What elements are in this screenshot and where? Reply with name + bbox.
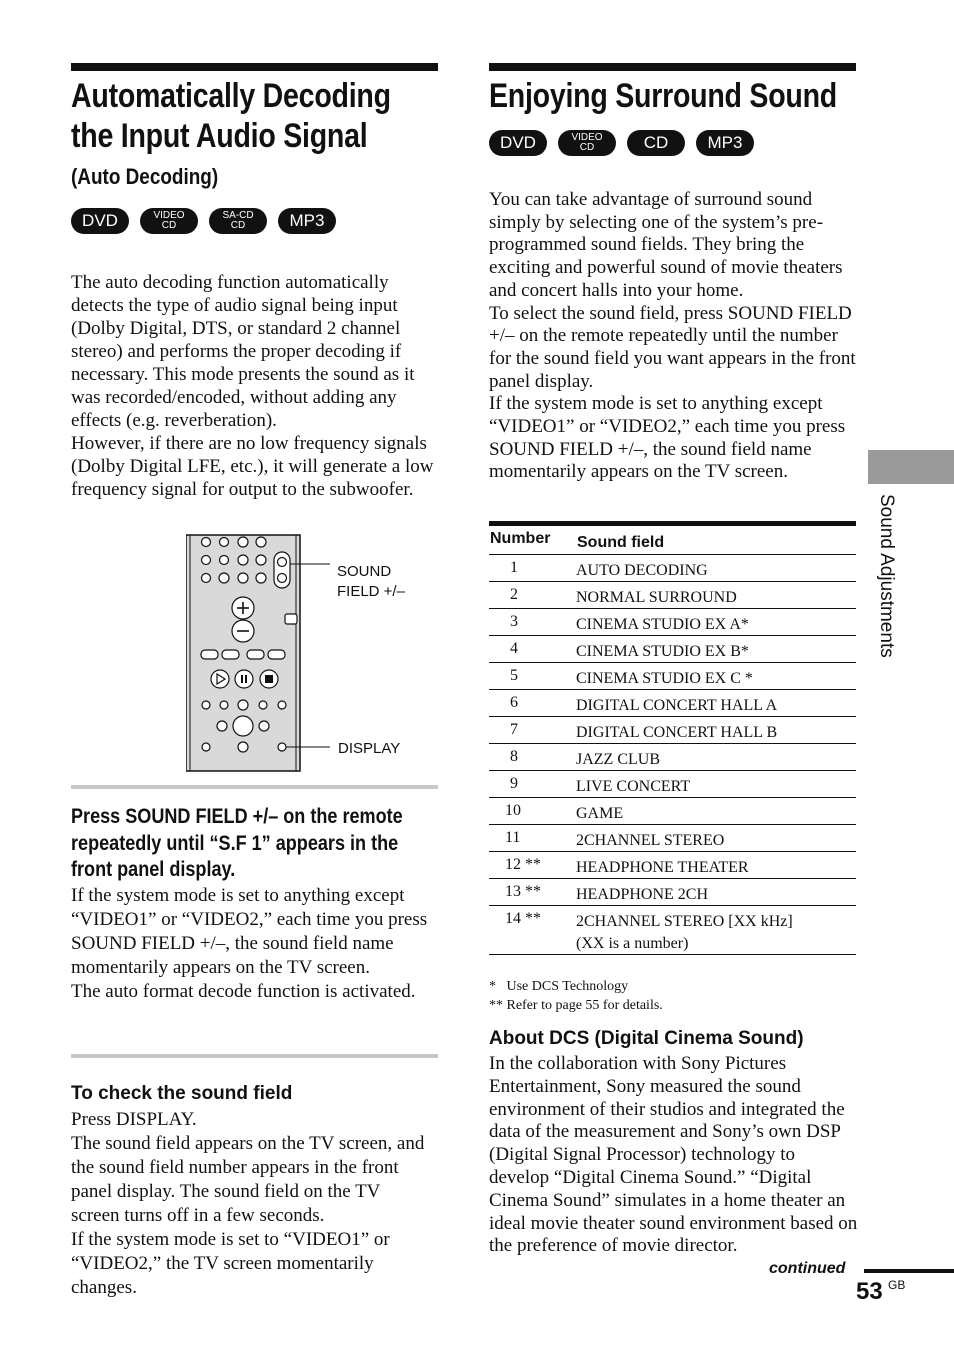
left-intro-p1: The auto decoding function automatically detects the type of audio signal being input (Dolby Digital, DTS, or standard 2 channel stereo) and performs the proper decoding if necessary. This mode presents the sound as it was recorded/encoded, without adding any effects (e.g. reverberation). bbox=[71, 272, 415, 431]
sound-field-table bbox=[489, 521, 856, 955]
table-row bbox=[489, 825, 856, 852]
right-intro-p2: To select the sound field, press SOUND FIELD +/– on the remote repeatedly until the number for the sound field you want appears in the front panel display. bbox=[489, 302, 856, 392]
table-row bbox=[489, 744, 856, 771]
remote-label-sound-field bbox=[337, 562, 427, 602]
row-sound-field: JAZZ CLUB bbox=[576, 751, 660, 768]
check-p2: The sound field appears on the TV screen, and the sound field number appears in the front panel display. The sound field on the TV screen turns off in a few seconds. bbox=[71, 1133, 425, 1226]
dvd-badge: DVD bbox=[71, 208, 129, 234]
dcs-body bbox=[489, 1053, 859, 1258]
left-disc-badges bbox=[71, 208, 336, 234]
row-number: 9 bbox=[510, 775, 518, 792]
section-side-label: Sound Adjustments bbox=[876, 494, 897, 658]
sa-cd-badge: SA-CD CD bbox=[209, 208, 267, 234]
cd-badge: CD bbox=[627, 130, 685, 156]
step-p2: The auto format decode function is activated. bbox=[71, 981, 416, 1002]
row-sound-field-line1: 2CHANNEL STEREO [XX kHz] bbox=[576, 913, 793, 930]
page-number: 53 bbox=[856, 1278, 883, 1305]
video-cd-badge: VIDEO CD bbox=[140, 208, 198, 234]
row-sound-field: DIGITAL CONCERT HALL B bbox=[576, 724, 778, 741]
col-field-header: Sound field bbox=[577, 534, 665, 551]
table-row bbox=[489, 609, 856, 636]
row-sound-field-line2: (XX is a number) bbox=[576, 935, 689, 952]
step-heading-text: Press SOUND FIELD +/– on the remote repeatedly until “S.F 1” appears in the front panel display. bbox=[71, 805, 403, 881]
left-title-rule bbox=[71, 63, 438, 71]
left-title-line1: Automatically Decoding bbox=[71, 77, 391, 115]
step-body bbox=[71, 884, 436, 1004]
row-number: 5 bbox=[510, 667, 518, 684]
col-number-header: Number bbox=[490, 530, 551, 547]
row-sound-field: HEADPHONE THEATER bbox=[576, 859, 749, 876]
left-intro bbox=[71, 271, 443, 501]
mp3-badge: MP3 bbox=[278, 208, 336, 234]
remote-label-display: DISPLAY bbox=[338, 740, 401, 757]
row-sound-field: CINEMA STUDIO EX B* bbox=[576, 643, 749, 660]
remote-label-sound-field-text: SOUND FIELD +/– bbox=[337, 563, 405, 600]
row-sound-field: CINEMA STUDIO EX C * bbox=[576, 670, 753, 687]
table-row bbox=[489, 771, 856, 798]
row-number: 4 bbox=[510, 640, 518, 657]
step-heading bbox=[71, 804, 441, 884]
row-number: 10 bbox=[505, 802, 521, 819]
dvd-badge: DVD bbox=[489, 130, 547, 156]
table-header bbox=[489, 526, 856, 555]
continued-label: continued bbox=[769, 1260, 846, 1277]
row-sound-field bbox=[576, 906, 793, 954]
check-p1: Press DISPLAY. bbox=[71, 1109, 197, 1130]
table-row bbox=[489, 555, 856, 582]
row-sound-field: AUTO DECODING bbox=[576, 562, 708, 579]
left-subtitle: (Auto Decoding) bbox=[71, 164, 219, 189]
row-sound-field: NORMAL SURROUND bbox=[576, 589, 737, 606]
table-row bbox=[489, 717, 856, 744]
right-intro-p3: If the system mode is set to anything except “VIDEO1” or “VIDEO2,” each time you press SOUND FIELD +/–, the sound field name momentarily appears on the TV screen. bbox=[489, 393, 846, 483]
right-intro bbox=[489, 189, 857, 484]
right-disc-badges bbox=[489, 130, 754, 156]
footnote-1: * Use DCS Technology bbox=[489, 979, 629, 994]
table-row bbox=[489, 879, 856, 906]
check-p3: If the system mode is set to “VIDEO1” or “VIDEO2,” the TV screen momentarily changes. bbox=[71, 1229, 390, 1298]
footer-rule bbox=[864, 1269, 954, 1273]
right-intro-p1: You can take advantage of surround sound simply by selecting one of the system’s pre-programmed sound fields. They bring the exciting and powerful sound of movie theaters and concert halls into your home. bbox=[489, 189, 843, 301]
row-number: 7 bbox=[510, 721, 518, 738]
row-sound-field: LIVE CONCERT bbox=[576, 778, 691, 795]
check-heading: To check the sound field bbox=[71, 1083, 293, 1104]
video-cd-badge: VIDEO CD bbox=[558, 130, 616, 156]
row-number: 2 bbox=[510, 586, 518, 603]
footnote-2: ** Refer to page 55 for details. bbox=[489, 998, 663, 1013]
row-sound-field: CINEMA STUDIO EX A* bbox=[576, 616, 749, 633]
table-row bbox=[489, 690, 856, 717]
mp3-badge: MP3 bbox=[696, 130, 754, 156]
dcs-heading: About DCS (Digital Cinema Sound) bbox=[489, 1028, 804, 1049]
right-title: Enjoying Surround Sound bbox=[489, 77, 838, 115]
table-row bbox=[489, 852, 856, 879]
step-p1: If the system mode is set to anything except “VIDEO1” or “VIDEO2,” each time you press SOUND FIELD +/–, the sound field name momentarily appears on the TV screen. bbox=[71, 885, 428, 978]
table-row bbox=[489, 582, 856, 609]
section-side-tab bbox=[868, 450, 954, 484]
table-row bbox=[489, 636, 856, 663]
row-sound-field: DIGITAL CONCERT HALL A bbox=[576, 697, 778, 714]
left-section-rule-1 bbox=[71, 785, 438, 789]
left-intro-p2: However, if there are no low frequency signals (Dolby Digital LFE, etc.), it will generate a low frequency signal for output to the subwoofer. bbox=[71, 433, 434, 500]
row-sound-field: HEADPHONE 2CH bbox=[576, 886, 708, 903]
row-number: 6 bbox=[510, 694, 518, 711]
row-number: 14 ** bbox=[505, 910, 541, 927]
dcs-text: In the collaboration with Sony Pictures Entertainment, Sony measured the sound environment of their studios and integrated the data of the measurement and Sony’s own DSP (Digital Signal Processor) technology to develop “Digital Cinema Sound.” “Digital Cinema Sound” simulates in a home theater an ideal movie theater sound environment based on the preference of movie director. bbox=[489, 1053, 858, 1257]
row-number: 13 ** bbox=[505, 883, 541, 900]
page-suffix: GB bbox=[888, 1278, 906, 1292]
row-number: 3 bbox=[510, 613, 518, 630]
left-section-rule-2 bbox=[71, 1054, 438, 1058]
left-title-line2: the Input Audio Signal bbox=[71, 117, 368, 155]
table-row bbox=[489, 798, 856, 825]
right-title-rule bbox=[489, 63, 856, 71]
row-sound-field: GAME bbox=[576, 805, 624, 822]
table-row bbox=[489, 906, 856, 955]
row-number: 1 bbox=[510, 559, 518, 576]
row-sound-field: 2CHANNEL STEREO bbox=[576, 832, 725, 849]
row-number: 11 bbox=[505, 829, 521, 846]
table-row bbox=[489, 663, 856, 690]
check-body bbox=[71, 1108, 431, 1300]
row-number: 12 ** bbox=[505, 856, 541, 873]
row-number: 8 bbox=[510, 748, 518, 765]
